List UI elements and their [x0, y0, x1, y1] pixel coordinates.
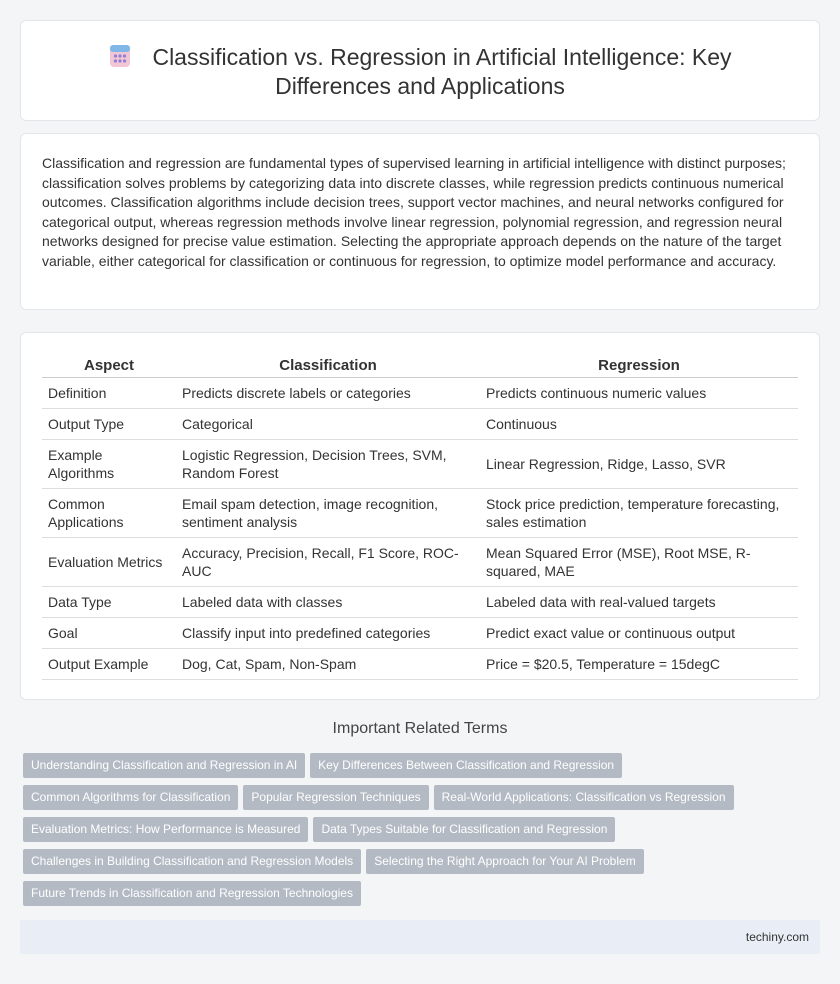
page-title-text: Classification vs. Regression in Artificial Intelligence: Key Differences and Applications — [152, 44, 732, 99]
table-cell: Definition — [42, 377, 176, 408]
table-row — [42, 537, 798, 586]
header-card — [20, 20, 820, 121]
summary-text: Classification and regression are fundamental types of supervised learning in artificial intelligence with distinct purposes; classification solves problems by categorizing data into discrete classes, while regression predicts continuous numerical outcomes. Classification algorithms include decision trees, support vector machines, and neural networks configured for categorical output, whereas regression methods involve linear regression, polynomial regression, and regression neural networks designed for precise value estimation. Selecting the appropriate approach depends on the nature of the target variable, either categorical for classification or continuous for regression, to optimize model performance and accuracy. — [42, 155, 786, 269]
summary-card — [20, 133, 820, 310]
comparison-table — [42, 353, 798, 680]
table-cell: Predicts discrete labels or categories — [176, 377, 480, 408]
table-cell: Goal — [42, 617, 176, 648]
related-term-tag[interactable]: Popular Regression Techniques — [243, 785, 428, 810]
table-cell: Continuous — [480, 408, 798, 439]
related-terms-title: Important Related Terms — [332, 720, 508, 737]
table-cell: Labeled data with classes — [176, 586, 480, 617]
table-cell: Predicts continuous numeric values — [480, 377, 798, 408]
table-row — [42, 408, 798, 439]
table-header-row — [42, 353, 798, 377]
table-cell: Example Algorithms — [42, 439, 176, 488]
header — [21, 43, 819, 101]
table-cell: Evaluation Metrics — [42, 537, 176, 586]
table-cell: Classify input into predefined categories — [176, 617, 480, 648]
table-row — [42, 488, 798, 537]
related-term-tag[interactable]: Real-World Applications: Classification vs Regression — [434, 785, 734, 810]
related-term-tag[interactable]: Common Algorithms for Classification — [23, 785, 238, 810]
table-cell: Mean Squared Error (MSE), Root MSE, R-squared, MAE — [480, 537, 798, 586]
table-cell: Logistic Regression, Decision Trees, SVM, Random Forest — [176, 439, 480, 488]
related-term-tag[interactable]: Challenges in Building Classification and Regression Models — [23, 849, 361, 874]
related-term-tag[interactable]: Data Types Suitable for Classification and Regression — [313, 817, 615, 842]
column-header-regression: Regression — [480, 353, 798, 377]
related-term-tag[interactable]: Understanding Classification and Regression in AI — [23, 753, 305, 778]
related-term-tag[interactable]: Future Trends in Classification and Regression Technologies — [23, 881, 361, 906]
table-cell: Common Applications — [42, 488, 176, 537]
table-row — [42, 617, 798, 648]
table-cell: Output Type — [42, 408, 176, 439]
calculator-icon — [108, 44, 132, 68]
page-title — [21, 43, 819, 101]
table-cell: Price = $20.5, Temperature = 15degC — [480, 648, 798, 679]
table-cell: Dog, Cat, Spam, Non-Spam — [176, 648, 480, 679]
footer-site-link[interactable]: techiny.com — [745, 930, 809, 944]
table-cell: Labeled data with real-valued targets — [480, 586, 798, 617]
related-term-tag[interactable]: Selecting the Right Approach for Your AI Problem — [366, 849, 644, 874]
footer — [20, 920, 820, 954]
table-cell: Email spam detection, image recognition, sentiment analysis — [176, 488, 480, 537]
comparison-card — [20, 332, 820, 700]
table-row — [42, 586, 798, 617]
table-cell: Stock price prediction, temperature forecasting, sales estimation — [480, 488, 798, 537]
related-term-tag[interactable]: Evaluation Metrics: How Performance is Measured — [23, 817, 308, 842]
table-row — [42, 439, 798, 488]
column-header-aspect: Aspect — [42, 353, 176, 377]
table-cell: Accuracy, Precision, Recall, F1 Score, ROC-AUC — [176, 537, 480, 586]
table-row — [42, 648, 798, 679]
table-cell: Linear Regression, Ridge, Lasso, SVR — [480, 439, 798, 488]
table-row — [42, 377, 798, 408]
table-cell: Output Example — [42, 648, 176, 679]
related-terms-list — [23, 753, 803, 913]
table-cell: Predict exact value or continuous output — [480, 617, 798, 648]
table-cell: Categorical — [176, 408, 480, 439]
related-term-tag[interactable]: Key Differences Between Classification and Regression — [310, 753, 622, 778]
table-cell: Data Type — [42, 586, 176, 617]
column-header-classification: Classification — [176, 353, 480, 377]
